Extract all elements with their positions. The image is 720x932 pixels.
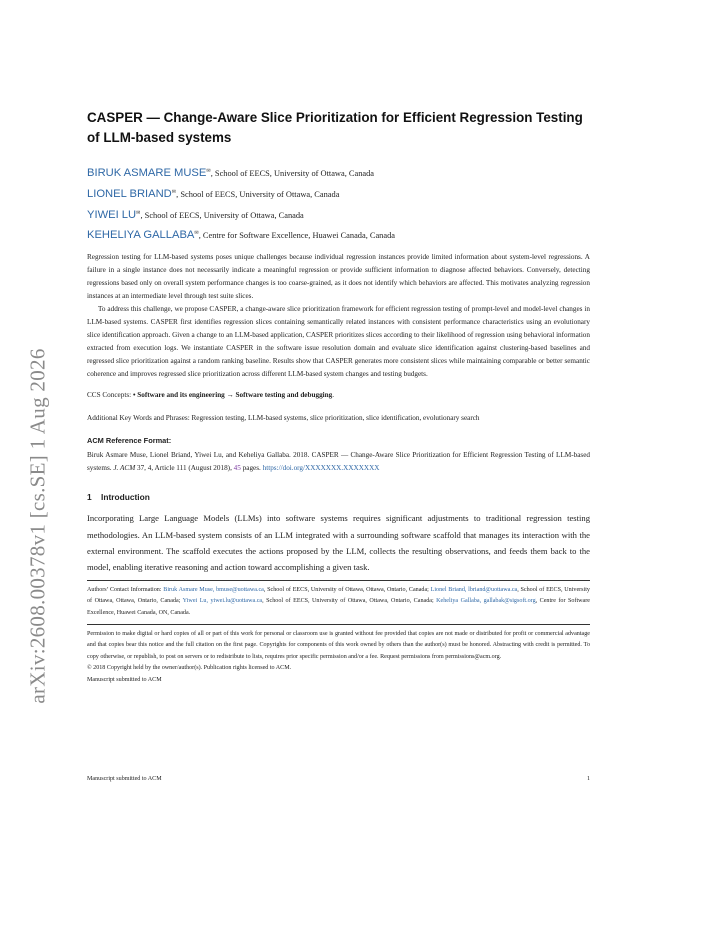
acm-reference [87,449,590,475]
ccs-label: CCS Concepts: [87,391,133,400]
email-envelope-icon[interactable]: ✉ [171,188,177,195]
author-entry [87,204,590,225]
contact-affiliation: , School of EECS, University of Ottawa, Ottawa, Ontario, Canada; [263,586,431,593]
contact-affiliation: , Centre for Software Excellence, Huawei Canada, ON, Canada. [87,598,590,616]
page-number: 1 [586,776,590,782]
copyright-line: © 2018 Copyright held by the owner/author(s). Publication rights licensed to ACM. [87,665,292,672]
author-name: KEHELIYA GALLABA [87,229,195,242]
author-affiliation: , School of EECS, University of Ottawa, Canada [176,189,340,199]
paper-title: CASPER — Change-Aware Slice Prioritization for Efficient Regression Testing of LLM-based systems [87,110,583,145]
author-entry [87,224,590,245]
section-number: 1 [87,492,92,503]
intro-paragraph: Incorporating Large Language Models (LLMs) into software systems requires significant adjustments to traditional regression testing methodologies. An LLM-based system consists of an LLM integrated with a surrounding software scaffold that manages its interaction with the external environment. The scaffold executes the actions proposed by the LLM, collects the resulting observations, and feeds them back to the model, enabling iterative reasoning and action toward accomplishing a given task. [87,513,590,573]
section-heading [87,490,590,504]
paper-first-page [87,108,590,687]
contact-information [87,585,590,620]
email-envelope-icon[interactable]: ✉ [136,209,141,216]
submitted-line: Manuscript submitted to ACM [87,676,162,683]
author-name: BIRUK ASMARE MUSE [87,166,207,179]
ref-text: 37, 4, Article 111 (August 2018), [135,464,234,473]
abstract-paragraph: Regression testing for LLM-based systems poses unique challenges because individual regression instances provide limited information about system-level regressions. A failure in a single instance does not necessarily indicate a meaningful regression or provide sufficient information to diagnose affected behaviors. Conversely, detecting regressions based only on overall system performance changes is too coarse-grained, as it does not identify which behaviors are affected. This motivates analyzing regression instances at an intermediate level through test suite slices. [87,253,590,301]
contact-affiliation: , School of EECS, University of Ottawa, Ottawa, Ontario, Canada; [262,598,437,605]
contact-prefix: Authors’ Contact Information: [87,586,164,593]
author-list [87,162,590,245]
author-name: LIONEL BRIAND [87,187,172,200]
author-contact-link[interactable]: Lionel Briand, lbriand@uottawa.ca [430,586,518,593]
permission-text: Permission to make digital or hard copies of all or part of this work for personal or classroom use is granted without fee provided that copies are not made or distributed for profit or commercial advantage and that copies bear this notice and the full citation on the first page. Copyrights for components of this work owned by others than the author(s) must be honored. Abstracting with credit is permitted. To copy otherwise, or republish, to post on servers or to redistribute to lists, requires prior specific permission and/or a fee. Request permissions from permissions@acm.org. [87,630,590,660]
author-affiliation: , School of EECS, University of Ottawa, Canada [210,168,375,178]
author-contact-link[interactable]: Keheliya Gallaba, gallabak@sigsoft.org [436,598,536,605]
email-envelope-icon[interactable]: ✉ [206,168,211,174]
author-entry [87,183,590,204]
author-contact-link[interactable]: Yiwei Lu, yiwei.lu@uottawa.ca [182,598,263,605]
footer-left: Manuscript submitted to ACM [87,776,162,782]
ref-journal: J. ACM [113,464,136,473]
author-name: YIWEI LU [87,208,137,221]
footnote-divider [87,580,590,581]
ccs-concept: Software and its engineering → Software testing and debugging [137,391,333,400]
ref-pages-link[interactable]: 45 [233,464,241,473]
ref-text: Biruk Asmare Muse, Lionel Briand, Yiwei Lu, and Keheliya Gallaba. 2018. CASPER — Change-Aware Slice Prioritization for Efficient Regression Testing of LLM-based systems. [87,451,590,473]
section-title: Introduction [101,492,150,503]
ccs-concepts [87,389,590,401]
acm-reference-heading: ACM Reference Format: [87,436,172,446]
abstract [87,251,590,381]
author-affiliation: , Centre for Software Excellence, Huawei Canada, Canada [198,231,395,241]
author-contact-link[interactable]: Biruk Asmare Muse, bmuse@uottawa.ca [163,586,264,593]
arxiv-identifier: arXiv:2608.00378v1 [cs.SE] 1 Aug 2026 [25,348,50,704]
arxiv-side-stamp [18,340,58,712]
doi-link[interactable]: https://doi.org/XXXXXXX.XXXXXXX [262,464,380,473]
keywords: Additional Key Words and Phrases: Regression testing, LLM-based systems, slice prioritization, slice identification, evolutionary search [87,414,480,423]
permission-divider [87,624,590,625]
author-entry [87,162,590,183]
ccs-end: . [332,391,335,400]
ccs-bullet: • [132,391,138,400]
contact-affiliation: , School of EECS, University of Ottawa, Ottawa, Ontario, Canada; [87,586,590,605]
permission-notice [87,629,590,687]
author-affiliation: , School of EECS, University of Ottawa, Canada [140,210,304,220]
ref-text: pages. [240,464,263,473]
abstract-paragraph: To address this challenge, we propose CASPER, a change-aware slice prioritization framework for efficient regression testing of prompt-level and model-level changes in LLM-based systems. CASPER first identifies regression slices containing semantically related instances with consistent performance characteristics using an evolutionary slice identification approach. Given a change to an LLM-based application, CASPER prioritizes slices according to their likelihood of regression using behavioral information extracted from execution logs. We instantiate CASPER in the software issue resolution domain and evaluate slice identification against clustering-based baselines and regressed slice prioritization against a random ranking baseline. Results show that CASPER generates more consistent slices while maintaining comparable or better semantic coherence and improves regressed slice prioritization across different LLM-based system changes and testing budgets. [87,305,590,379]
email-envelope-icon[interactable]: ✉ [194,230,199,237]
